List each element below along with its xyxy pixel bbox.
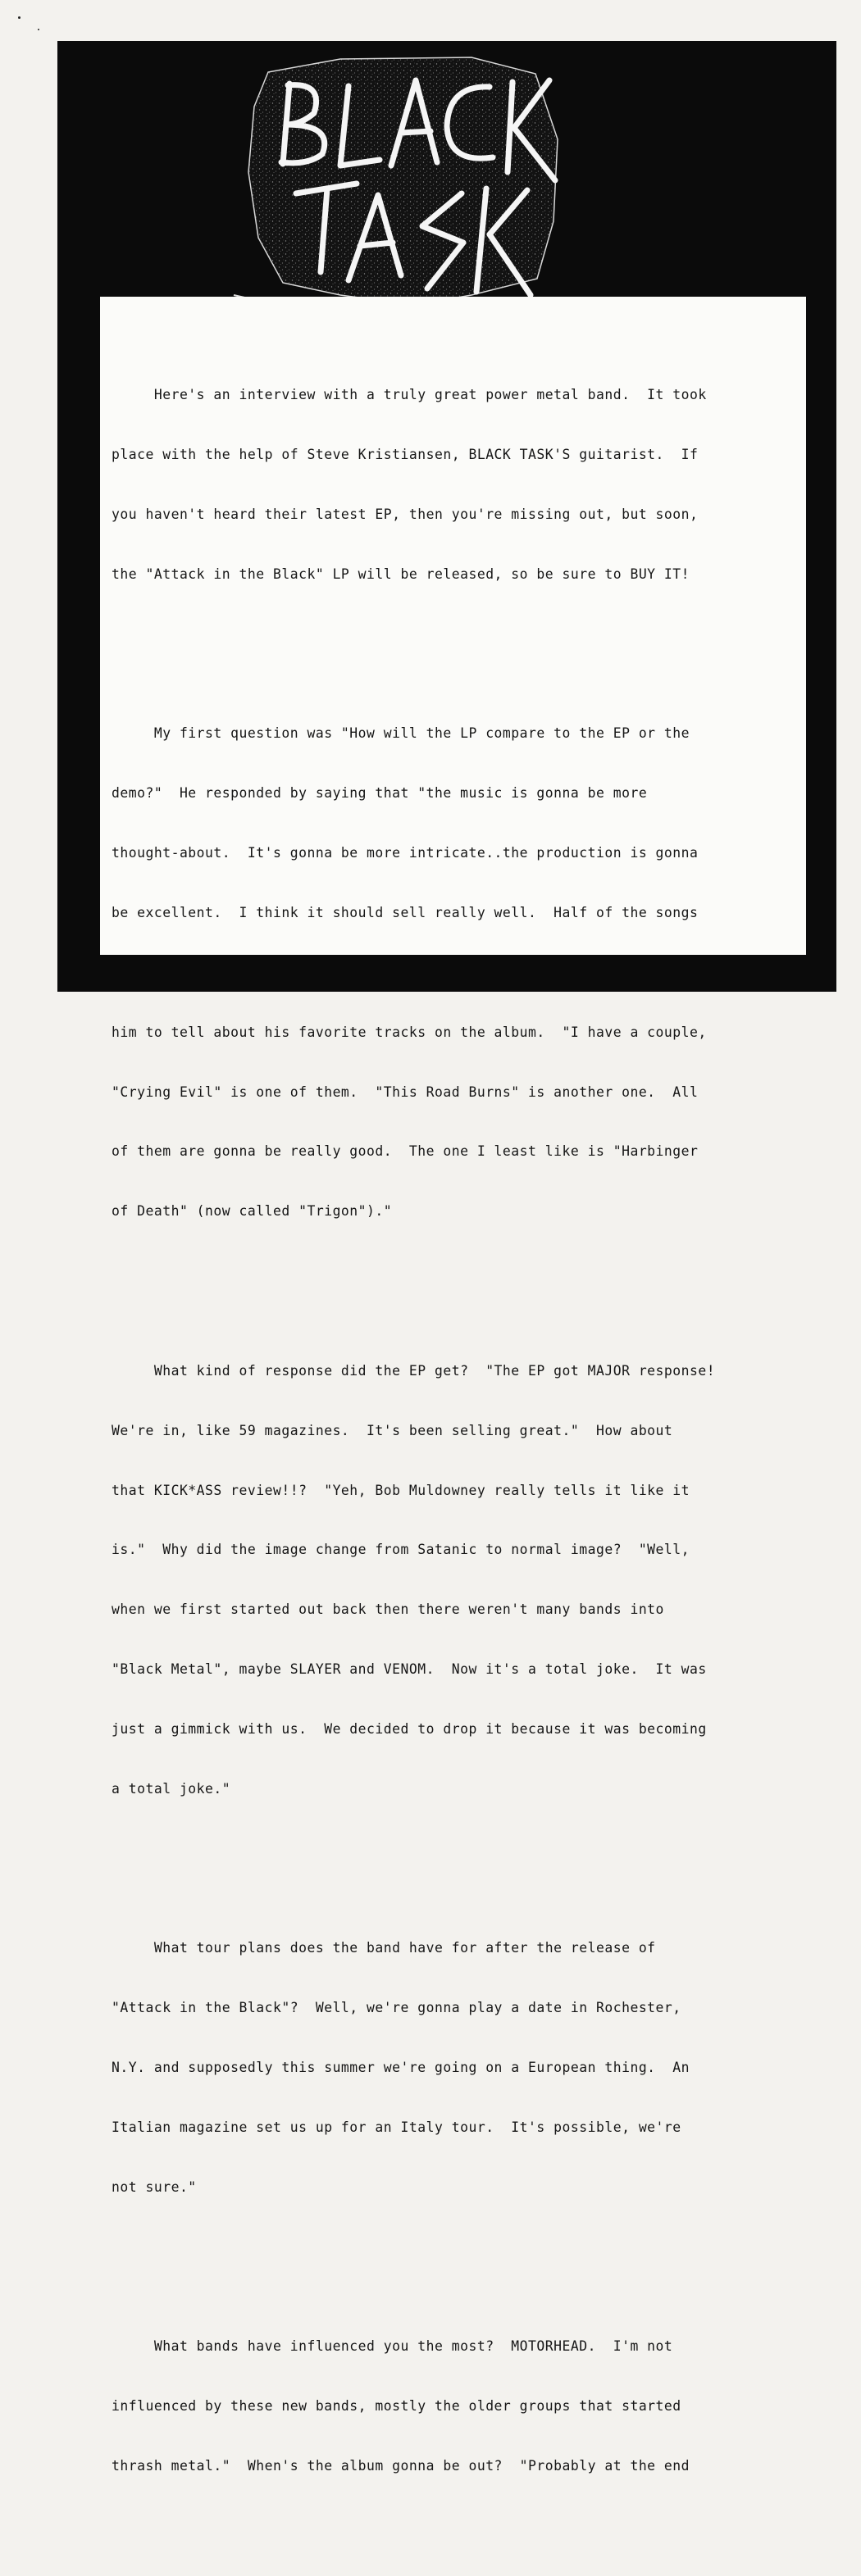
text-line: What tour plans does the band have for after the release of <box>112 1940 656 1956</box>
text-line: influenced by these new bands, mostly the older groups that started <box>112 2398 681 2415</box>
paper-speck <box>38 29 39 30</box>
text-line: just a gimmick with us. We decided to drop it because it was becoming <box>112 1721 707 1738</box>
interview-text-panel <box>100 297 806 2474</box>
text-line: of them are gonna be really good. The one I least like is "Harbinger <box>112 1143 699 1160</box>
text-line: "Black Metal", maybe SLAYER and VENOM. Now it's a total joke. It was <box>112 1661 707 1678</box>
bottom-black-band <box>57 955 836 992</box>
logo-image <box>226 49 578 336</box>
text-line: be excellent. I think it should sell really well. Half of the songs <box>112 904 699 920</box>
black-background-frame <box>57 41 836 2474</box>
text-line: thrash metal." When's the album gonna be out? "Probably at the end <box>112 2458 690 2474</box>
text-line: What kind of response did the EP get? "The EP got MAJOR response! <box>112 1362 716 1379</box>
paragraph-influences <box>112 2297 804 2516</box>
paragraph-tour-plans <box>112 1899 804 2238</box>
text-line: We're in, like 59 magazines. It's been selling great." How about <box>112 1422 673 1438</box>
text-line: the "Attack in the Black" LP will be released, so be sure to BUY IT! <box>112 566 690 582</box>
text-line: demo?" He responded by saying that "the music is gonna be more <box>112 785 648 802</box>
paragraph-intro <box>112 346 804 625</box>
text-line: What bands have influenced you the most? MOTORHEAD. I'm not <box>112 2338 673 2355</box>
text-line: you haven't heard their latest EP, then you're missing out, but soon, <box>112 506 699 522</box>
text-line: when we first started out back then there weren't many bands into <box>112 1601 664 1618</box>
text-line: him to tell about his favorite tracks on the album. "I have a couple, <box>112 1024 707 1040</box>
text-line: not sure." <box>112 2178 197 2195</box>
text-line: Italian magazine set us up for an Italy tour. It's possible, we're <box>112 2119 681 2136</box>
text-line: Here's an interview with a truly great power metal band. It took <box>112 387 707 403</box>
black-task-logo <box>226 49 578 336</box>
text-line: a total joke." <box>112 1780 231 1797</box>
text-line: place with the help of Steve Kristiansen, BLACK TASK'S guitarist. If <box>112 447 699 463</box>
text-line: of Death" (now called "Trigon")." <box>112 1203 393 1220</box>
text-line: N.Y. and supposedly this summer we're going on a European thing. An <box>112 2060 690 2076</box>
text-line: that KICK*ASS review!!? "Yeh, Bob Muldowney really tells it like it <box>112 1482 690 1498</box>
paragraph-ep-response <box>112 1321 804 1839</box>
text-line: "Crying Evil" is one of them. "This Road Burns" is another one. All <box>112 1084 699 1100</box>
text-line: "Attack in the Black"? Well, we're gonna play a date in Rochester, <box>112 2000 681 2016</box>
text-line: is." Why did the image change from Satanic to normal image? "Well, <box>112 1542 690 1558</box>
text-line: My first question was "How will the LP compare to the EP or the <box>112 725 690 742</box>
text-line: thought-about. It's gonna be more intricate..the production is gonna <box>112 845 699 861</box>
paper-speck <box>18 16 20 19</box>
interview-body <box>112 306 804 2576</box>
